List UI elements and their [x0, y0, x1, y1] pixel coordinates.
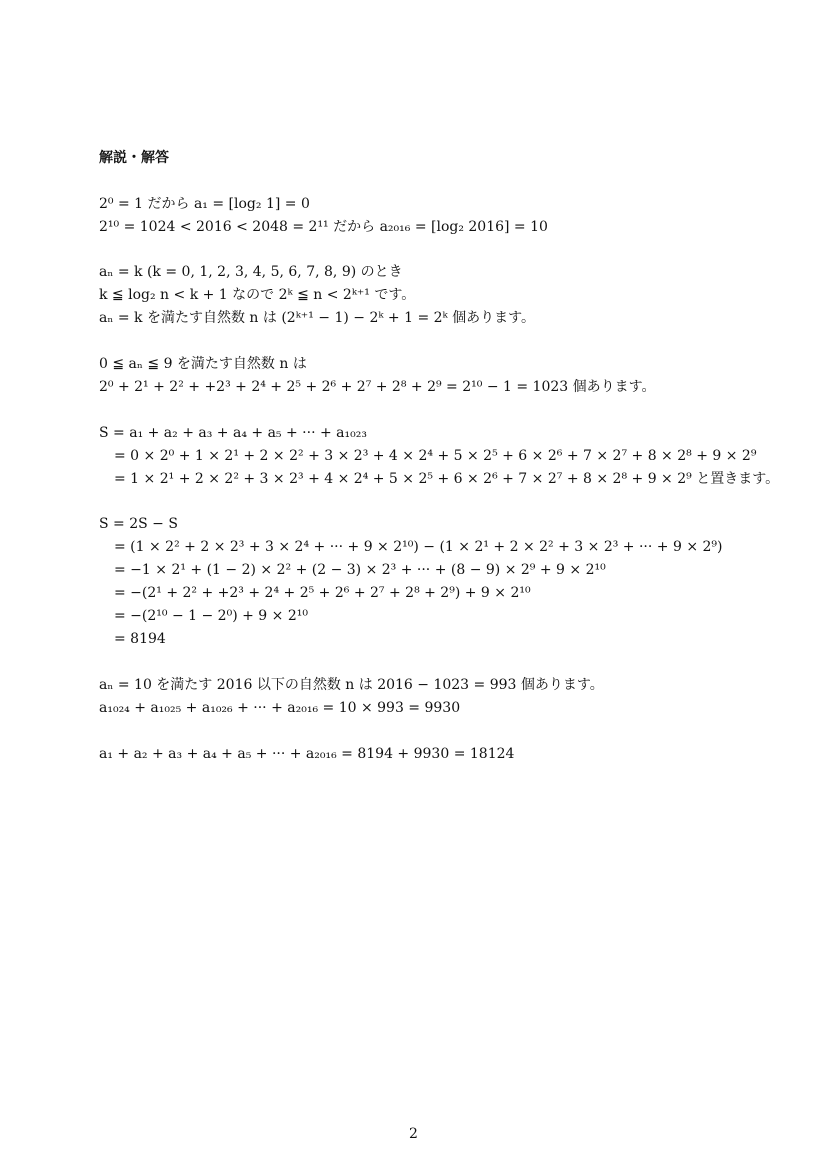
text-line: 2⁰ + 2¹ + 2² + +2³ + 2⁴ + 2⁵ + 2⁶ + 2⁷ + 2⁸ + 2⁹ = 2¹⁰ − 1 = 1023 個あります。 — [99, 379, 656, 395]
text-line: 2¹⁰ = 1024 < 2016 < 2048 = 2¹¹ だから a₂₀₁₆ = [log₂ 2016] = 10 — [99, 219, 548, 235]
text-line: = −1 × 2¹ + (1 − 2) × 2² + (2 − 3) × 2³ + ··· + (8 − 9) × 2⁹ + 9 × 2¹⁰ — [114, 562, 606, 578]
text-line: S = 2S − S — [99, 516, 178, 532]
text-line: aₙ = k を満たす自然数 n は (2ᵏ⁺¹ − 1) − 2ᵏ + 1 = 2ᵏ 個あります。 — [99, 310, 535, 326]
text-line: 2⁰ = 1 だから a₁ = [log₂ 1] = 0 — [99, 196, 310, 212]
text-line: = 0 × 2⁰ + 1 × 2¹ + 2 × 2² + 3 × 2³ + 4 × 2⁴ + 5 × 2⁵ + 6 × 2⁶ + 7 × 2⁷ + 8 × 2⁸ + 9 × 2⁹ — [114, 448, 757, 464]
text-line: a₁ + a₂ + a₃ + a₄ + a₅ + ··· + a₂₀₁₆ = 8194 + 9930 = 18124 — [99, 746, 515, 762]
text-line: 0 ≦ aₙ ≦ 9 を満たす自然数 n は — [99, 356, 307, 372]
page-number: 2 — [409, 1126, 418, 1142]
text-line: = 8194 — [114, 631, 166, 647]
text-line: a₁₀₂₄ + a₁₀₂₅ + a₁₀₂₆ + ··· + a₂₀₁₆ = 10 × 993 = 9930 — [99, 700, 461, 716]
text-line: aₙ = k (k = 0, 1, 2, 3, 4, 5, 6, 7, 8, 9) のとき — [99, 264, 403, 280]
text-line: = (1 × 2² + 2 × 2³ + 3 × 2⁴ + ··· + 9 × 2¹⁰) − (1 × 2¹ + 2 × 2² + 3 × 2³ + ··· + 9 × 2⁹) — [114, 539, 723, 555]
text-line: k ≦ log₂ n < k + 1 なので 2ᵏ ≦ n < 2ᵏ⁺¹ です。 — [99, 287, 416, 303]
text-line: = −(2¹⁰ − 1 − 2⁰) + 9 × 2¹⁰ — [114, 608, 308, 624]
text-line: = 1 × 2¹ + 2 × 2² + 3 × 2³ + 4 × 2⁴ + 5 × 2⁵ + 6 × 2⁶ + 7 × 2⁷ + 8 × 2⁸ + 9 × 2⁹ と置きます。 — [114, 471, 780, 487]
section-heading: 解説・解答 — [99, 150, 169, 166]
text-line: = −(2¹ + 2² + +2³ + 2⁴ + 2⁵ + 2⁶ + 2⁷ + 2⁸ + 2⁹) + 9 × 2¹⁰ — [114, 585, 531, 601]
text-line: aₙ = 10 を満たす 2016 以下の自然数 n は 2016 − 1023 = 993 個あります。 — [99, 677, 604, 693]
text-line: S = a₁ + a₂ + a₃ + a₄ + a₅ + ··· + a₁₀₂₃ — [99, 425, 367, 441]
